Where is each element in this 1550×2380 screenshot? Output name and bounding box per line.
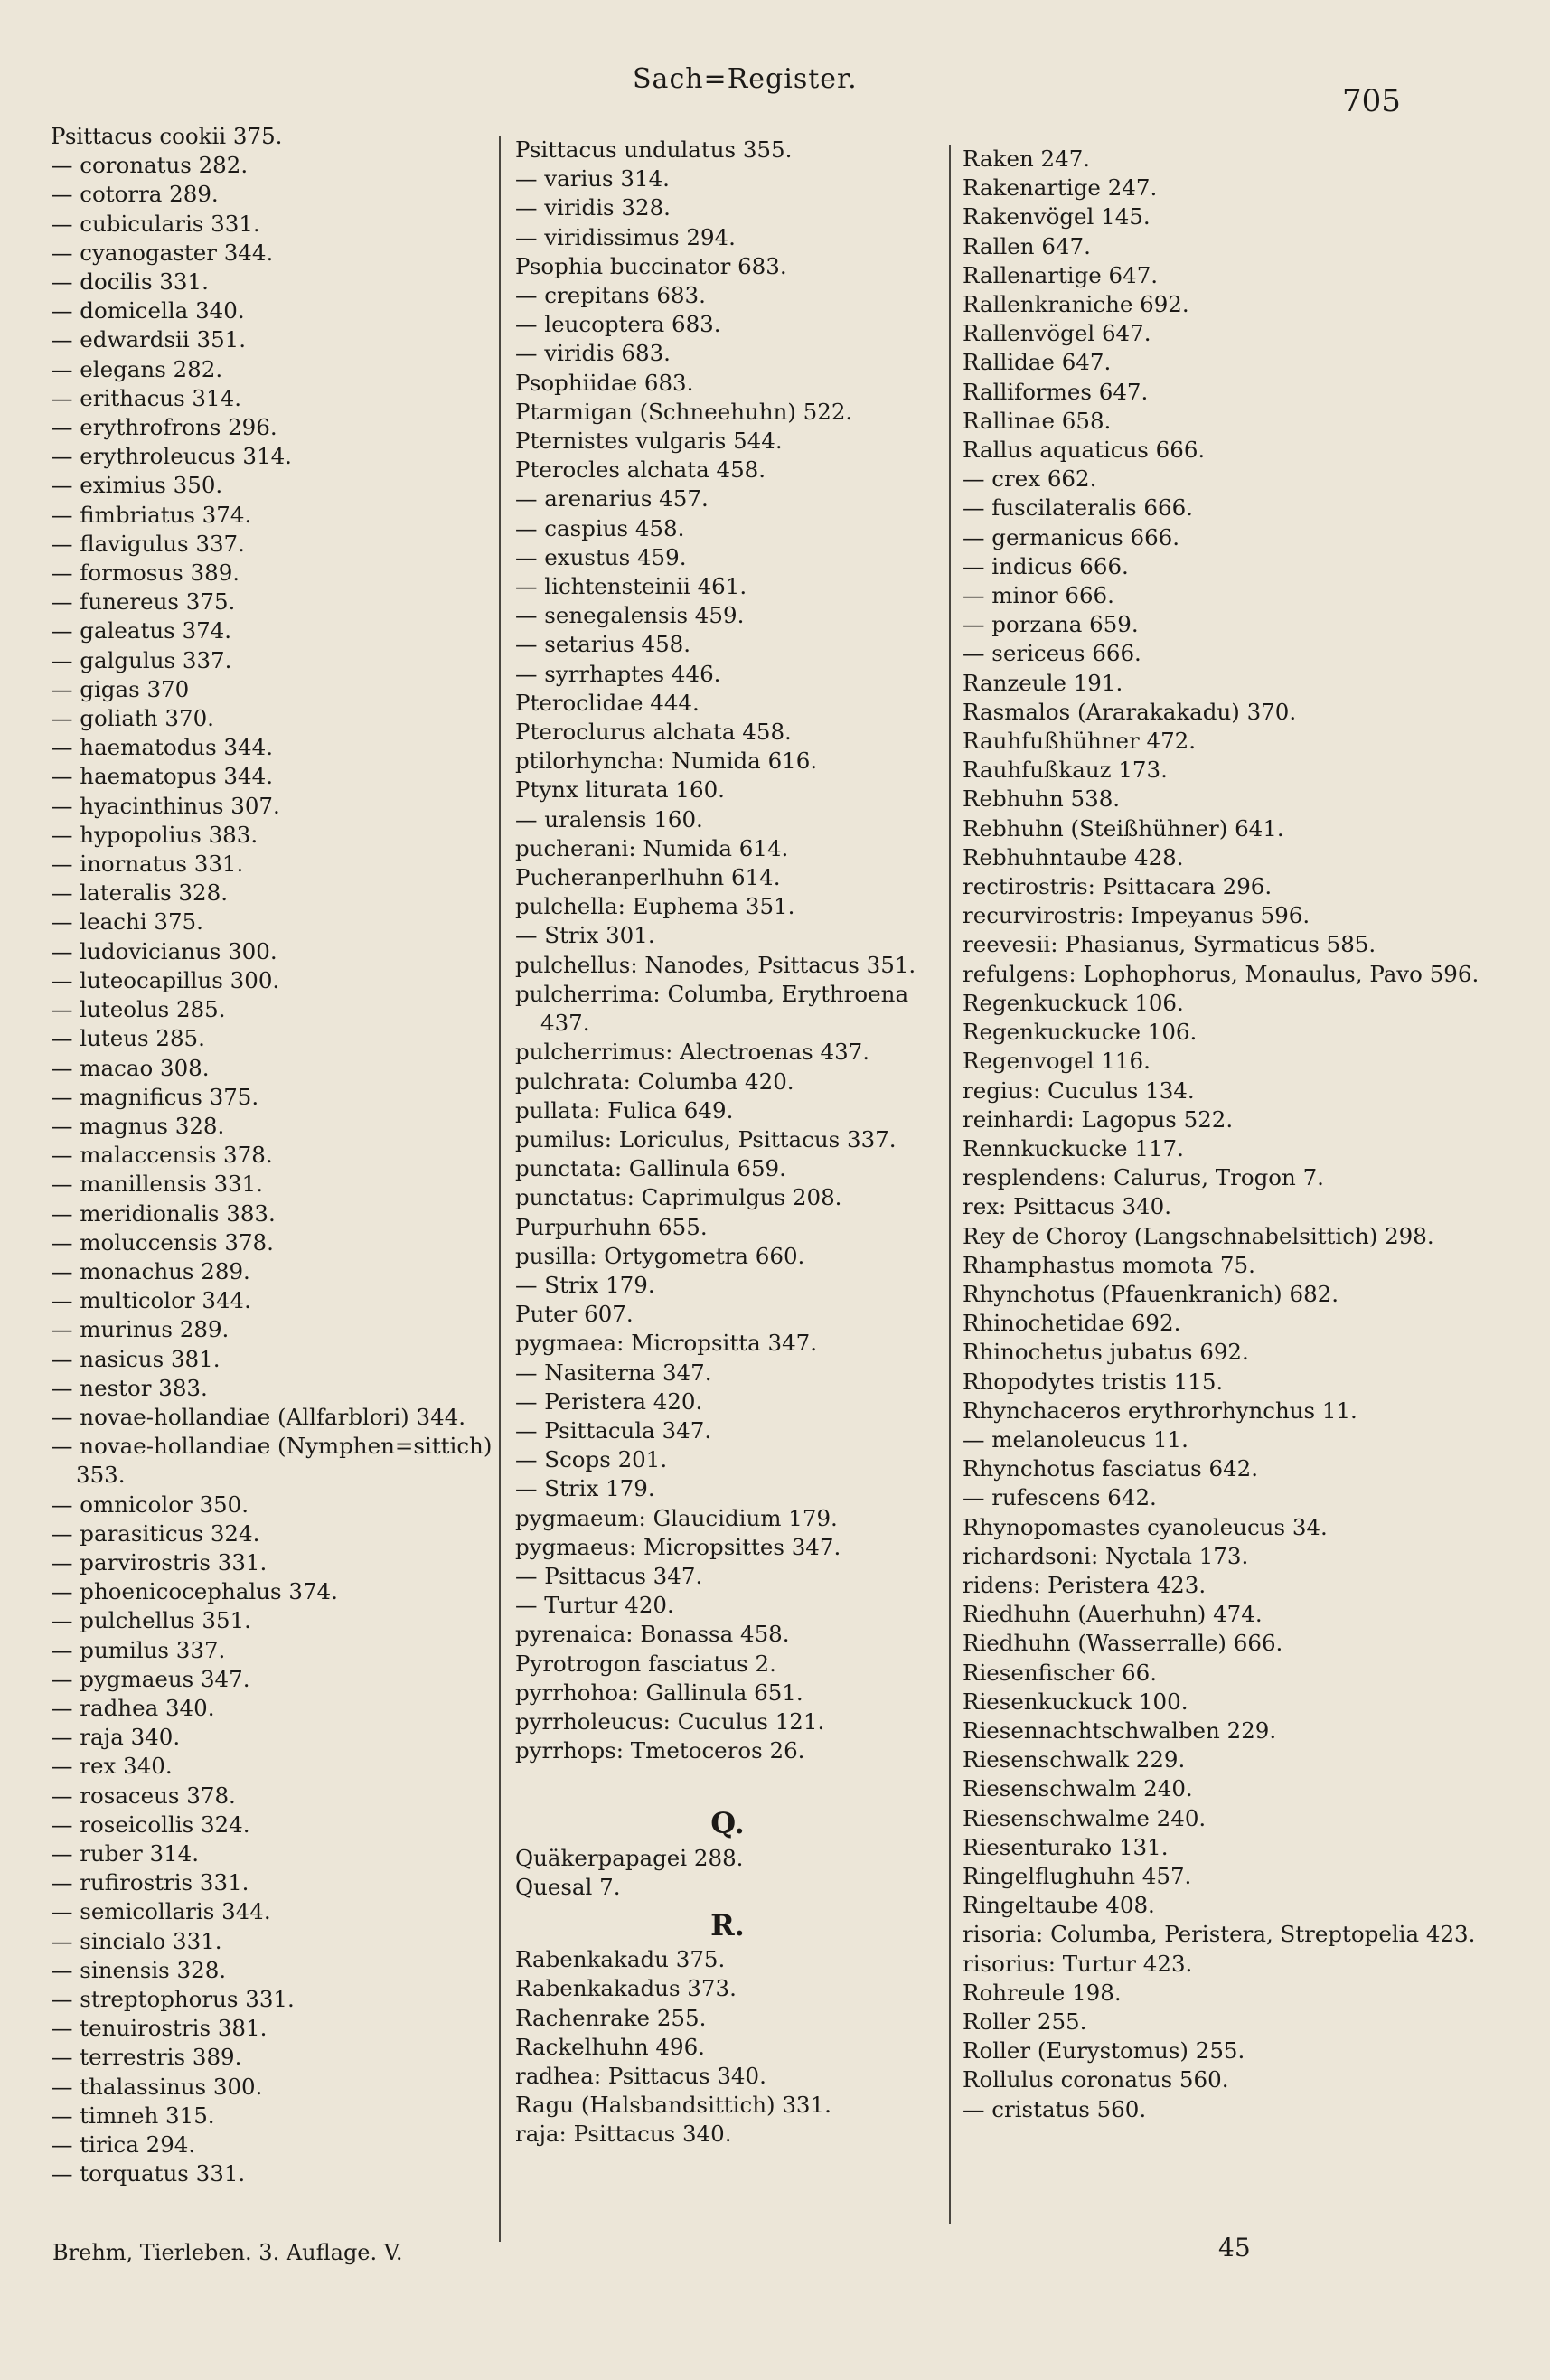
index-entry: Riesennachtschwalben 229. [963,1717,1277,1744]
index-entry: Ragu (Halsbandsittich) 331. [515,2092,831,2119]
index-entry: Psittacus cookii 375. [51,123,283,149]
index-entry: Rollulus coronatus 560. [963,2066,1229,2093]
index-entry: — minor 666. [963,582,1114,609]
section-heading-q: Q. [710,1806,745,1841]
index-entry: — ludovicianus 300. [51,937,277,964]
index-entry: — nestor 383. [51,1374,208,1401]
index-entry: — sincialo 331. [51,1927,222,1954]
index-entry: — haematodus 344. [51,734,273,761]
index-entry: pusilla: Ortygometra 660. [515,1242,805,1269]
index-entry: Riesenturako 131. [963,1833,1169,1860]
column-divider-left [499,136,501,2242]
index-entry: Rabenkakadu 375. [515,1946,726,1973]
index-entry: — porzana 659. [963,611,1139,638]
index-entry: Pterocles alchata 458. [515,456,766,484]
index-entry: Regenvogel 116. [963,1048,1151,1075]
index-entry: Riesenfischer 66. [963,1659,1158,1686]
index-entry: — parasiticus 324. [51,1519,260,1547]
index-entry: — crepitans 683. [515,282,706,309]
index-entry: Rhopodytes tristis 115. [963,1368,1224,1395]
index-entry: Rakenvögel 145. [963,203,1151,230]
index-entry: — formosus 389. [51,560,240,587]
index-entry: Rallen 647. [963,232,1091,259]
index-entry: — Psittacus 347. [515,1562,703,1589]
index-entry: — eximius 350. [51,472,223,499]
index-entry: — cubicularis 331. [51,210,260,237]
index-entry: — Strix 301. [515,922,655,949]
index-entry: reinhardi: Lagopus 522. [963,1105,1234,1133]
index-entry: — semicollaris 344. [51,1898,271,1925]
index-entry: — rosaceus 378. [51,1782,236,1809]
index-entry: Rauhfußhühner 472. [963,728,1197,755]
index-column-1 [51,122,493,2188]
index-entry: — arenarius 457. [515,485,709,513]
index-entry: — omnicolor 350. [51,1491,249,1518]
index-entry: — viridis 328. [515,194,671,221]
index-entry: Pucheranperlhuhn 614. [515,864,781,891]
index-entry: — erythroleucus 314. [51,443,292,470]
index-entry: Riesenschwalme 240. [963,1804,1207,1831]
index-entry: — melanoleucus 11. [963,1425,1188,1453]
index-entry: pucherani: Numida 614. [515,834,789,861]
index-entry: richardsoni: Nyctala 173. [963,1542,1249,1569]
index-entry: — edwardsii 351. [51,326,247,353]
index-entry: pulchrata: Columba 420. [515,1068,794,1095]
index-entry: pyrrholeucus: Cuculus 121. [515,1707,825,1735]
index-entry: Ptynx liturata 160. [515,776,725,804]
page-number: 705 [1342,83,1401,119]
index-entry: — thalassinus 300. [51,2073,263,2100]
index-entry: — malaccensis 378. [51,1142,273,1169]
index-entry: Rallenvögel 647. [963,320,1151,347]
index-entry: pygmaea: Micropsitta 347. [515,1330,818,1357]
index-entry: Rallenartige 647. [963,261,1159,288]
column-divider-right [949,145,951,2224]
index-entry: Rackelhuhn 496. [515,2033,705,2060]
index-entry: — hyacinthinus 307. [51,792,280,819]
index-entry: — leucoptera 683. [515,311,721,338]
index-entry: — rufescens 642. [963,1484,1157,1511]
index-entry: Psophia buccinator 683. [515,252,787,279]
index-entry: risorius: Turtur 423. [963,1950,1193,1977]
index-entry: punctatus: Caprimulgus 208. [515,1184,842,1211]
index-entry: — pulchellus 351. [51,1607,251,1634]
index-entry: Rohreule 198. [963,1979,1122,2006]
index-entry: Regenkuckucke 106. [963,1019,1198,1046]
index-entry: — luteolus 285. [51,996,226,1023]
footer-signature: 45 [1218,2233,1251,2262]
index-entry: — novae-hollandiae (Allfarblori) 344. [51,1403,466,1430]
index-entry: — senegalensis 459. [515,602,745,629]
index-entry: pumilus: Loriculus, Psittacus 337. [515,1125,897,1152]
index-entry: pulchellus: Nanodes, Psittacus 351. [515,951,916,978]
index-entry: — haematopus 344. [51,763,273,790]
section-heading-r: R. [710,1907,745,1943]
index-entry: — uralensis 160. [515,805,703,833]
index-entry: — rex 340. [51,1753,173,1780]
index-entry: — radhea 340. [51,1694,215,1721]
index-entry: — pygmaeus 347. [51,1665,250,1692]
index-entry: pulcherrimus: Alectroenas 437. [515,1039,870,1066]
page-title: Sach=Register. [633,63,858,95]
index-entry: — roseicollis 324. [51,1811,250,1838]
index-entry: — Nasiterna 347. [515,1359,712,1386]
index-entry: — moluccensis 378. [51,1228,274,1256]
index-entry: — germanicus 666. [963,523,1180,550]
index-entry: Roller 255. [963,2008,1087,2035]
index-entry: — inornatus 331. [51,851,244,878]
index-entry: — leachi 375. [51,908,203,936]
index-entry: — rufirostris 331. [51,1869,249,1896]
index-entry: Quesal 7. [515,1873,621,1900]
index-entry: Psophiidae 683. [515,369,694,396]
index-entry: Rhynchaceros erythrorhynchus 11. [963,1397,1357,1424]
index-entry: — phoenicocephalus 374. [51,1578,338,1605]
index-entry: — indicus 666. [963,552,1129,579]
index-column-3 [963,145,1509,2124]
index-entry: Rhamphastus momota 75. [963,1251,1255,1278]
index-entry: Pteroclidae 444. [515,689,700,716]
index-entry: Rallinae 658. [963,407,1112,434]
index-entry: — domicella 340. [51,297,245,325]
index-entry: rex: Psittacus 340. [963,1193,1172,1220]
index-entry: — Strix 179. [515,1475,655,1502]
index-entry: — syrrhaptes 446. [515,660,721,687]
index-entry: Pyrotrogon fasciatus 2. [515,1650,776,1677]
index-entry: Rebhuhn 538. [963,785,1121,813]
index-column-2 [515,136,940,2150]
index-entry: Rachenrake 255. [515,2004,707,2031]
index-entry: Pternistes vulgaris 544. [515,428,783,455]
index-column-2-q-entries [515,1844,940,1902]
index-entry: — cyanogaster 344. [51,239,274,266]
index-entry: — goliath 370. [51,705,214,732]
index-entry: punctata: Gallinula 659. [515,1155,786,1182]
index-entry: — hypopolius 383. [51,821,258,848]
index-entry: Riesenkuckuck 100. [963,1688,1188,1715]
index-entry: Ranzeule 191. [963,669,1123,696]
index-entry: pyrrhohoa: Gallinula 651. [515,1679,803,1706]
index-entry: pulcherrima: Columba, Erythroena 437. [515,980,909,1037]
index-entry: Rebhuhn (Steißhühner) 641. [963,814,1284,842]
index-entry: Puter 607. [515,1301,634,1328]
index-entry: — torquatus 331. [51,2160,246,2187]
index-entry: pullata: Fulica 649. [515,1096,734,1124]
index-entry: Ringelflughuhn 457. [963,1862,1192,1889]
index-entry: — manillensis 331. [51,1171,264,1198]
index-entry: — nasicus 381. [51,1345,221,1372]
index-entry: Riedhuhn (Wasserralle) 666. [963,1630,1283,1657]
index-entry: — multicolor 344. [51,1287,251,1314]
page-header [0,63,1550,118]
index-entry: pygmaeum: Glaucidium 179. [515,1504,838,1531]
index-entry: Riedhuhn (Auerhuhn) 474. [963,1601,1263,1628]
index-entry: — luteus 285. [51,1025,205,1052]
index-entry: — galgulus 337. [51,646,232,673]
index-entry: — caspius 458. [515,514,685,541]
index-entry: Psittacus undulatus 355. [515,136,793,163]
index-entry: — erythrofrons 296. [51,414,277,441]
index-entry: Purpurhuhn 655. [515,1213,708,1240]
index-entry: regius: Cuculus 134. [963,1077,1195,1104]
index-entry: — Turtur 420. [515,1592,674,1619]
index-entry: Rhinochetus jubatus 692. [963,1339,1249,1366]
index-entry: Rey de Choroy (Langschnabelsittich) 298. [963,1222,1434,1249]
index-entry: Pteroclurus alchata 458. [515,719,792,746]
index-entry: resplendens: Calurus, Trogon 7. [963,1164,1324,1191]
index-entry: — Psittacula 347. [515,1416,712,1444]
index-entry: Raken 247. [963,146,1091,172]
index-entry: — viridissimus 294. [515,223,736,250]
index-entry: Riesenschwalm 240. [963,1775,1193,1802]
index-entry: Roller (Eurystomus) 255. [963,2037,1245,2065]
index-entry: Ptarmigan (Schneehuhn) 522. [515,398,853,425]
index-entry: — funereus 375. [51,588,236,616]
index-entry: — crex 662. [963,466,1097,493]
index-entry: — elegans 282. [51,355,223,382]
index-entry: Rallidae 647. [963,349,1112,376]
index-entry: — fuscilateralis 666. [963,494,1193,522]
index-column-2-r-entries [515,1945,940,2149]
index-entry: — setarius 458. [515,631,691,658]
index-entry: — macao 308. [51,1054,210,1081]
index-entry: raja: Psittacus 340. [515,2121,732,2148]
index-entry: rectirostris: Psittacara 296. [963,873,1273,900]
index-entry: Ralliformes 647. [963,378,1149,405]
index-entry: — erithacus 314. [51,384,241,411]
index-entry: — varius 314. [515,165,670,193]
index-entry: Quäkerpapagei 288. [515,1844,744,1871]
index-entry: — streptophorus 331. [51,1986,295,2012]
index-entry: Rasmalos (Ararakakadu) 370. [963,698,1297,725]
index-entry: — fimbriatus 374. [51,501,252,528]
index-entry: Rallenkraniche 692. [963,291,1189,318]
index-entry: — cotorra 289. [51,181,219,208]
index-entry: — Peristera 420. [515,1388,703,1415]
index-entry: — flavigulus 337. [51,530,245,557]
index-entry: Rhynchotus (Pfauenkranich) 682. [963,1280,1339,1307]
index-entry: refulgens: Lophophorus, Monaulus, Pavo 596. [963,960,1480,987]
footer-citation: Brehm, Tierleben. 3. Auflage. V. [52,2240,403,2265]
index-entry: Riesenschwalk 229. [963,1746,1186,1773]
index-entry: — luteocapillus 300. [51,966,280,993]
index-entry: — novae-hollandiae (Nymphen=sittich) 353. [51,1433,493,1489]
index-entry: — magnificus 375. [51,1083,259,1110]
index-entry: Rhynchotus fasciatus 642. [963,1455,1259,1482]
index-entry: — pumilus 337. [51,1636,226,1663]
index-entry: — parvirostris 331. [51,1548,268,1576]
index-entry: Rabenkakadus 373. [515,1975,737,2002]
index-entry: Rebhuhntaube 428. [963,843,1184,870]
index-entry: Rhynopomastes cyanoleucus 34. [963,1513,1328,1540]
index-entry: — tirica 294. [51,2131,196,2159]
index-entry: — magnus 328. [51,1112,225,1139]
index-entry: pyrrhops: Tmetoceros 26. [515,1737,805,1764]
index-entry: pygmaeus: Micropsittes 347. [515,1533,841,1560]
index-entry: risoria: Columba, Peristera, Streptopelia 423. [963,1921,1476,1948]
index-entry: — tenuirostris 381. [51,2015,268,2042]
index-entry: Ringeltaube 408. [963,1892,1155,1919]
index-entry: pyrenaica: Bonassa 458. [515,1621,790,1648]
index-entry: — Strix 179. [515,1271,655,1298]
index-column-2-p-entries [515,136,940,1765]
index-entry: Rakenartige 247. [963,174,1158,202]
index-entry: ptilorhyncha: Numida 616. [515,748,818,775]
index-entry: — coronatus 282. [51,152,249,179]
index-entry: — monachus 289. [51,1257,250,1284]
index-entry: Rhinochetidae 692. [963,1310,1181,1337]
index-entry: — cristatus 560. [963,2095,1147,2122]
index-entry: — murinus 289. [51,1316,230,1343]
index-entry: — terrestris 389. [51,2044,242,2071]
index-entry: — gigas 370 [51,675,190,702]
index-entry: — raja 340. [51,1724,181,1751]
index-entry: — exustus 459. [515,543,687,570]
index-entry: — viridis 683. [515,340,671,367]
index-entry: Rallus aquaticus 666. [963,437,1206,464]
index-entry: — lichtensteinii 461. [515,573,747,600]
index-entry: — Scops 201. [515,1446,668,1473]
index-entry: — docilis 331. [51,268,209,296]
index-entry: — sericeus 666. [963,640,1141,667]
index-entry: radhea: Psittacus 340. [515,2063,766,2089]
index-entry: ridens: Peristera 423. [963,1571,1207,1598]
index-entry: — meridionalis 383. [51,1199,276,1227]
index-entry: — lateralis 328. [51,880,228,907]
index-entry: recurvirostris: Impeyanus 596. [963,902,1310,929]
index-entry: — timneh 315. [51,2102,215,2129]
index-entry: reevesii: Phasianus, Syrmaticus 585. [963,931,1376,958]
index-entry: Regenkuckuck 106. [963,989,1184,1016]
index-entry: pulchella: Euphema 351. [515,893,795,920]
index-entry: — ruber 314. [51,1839,200,1867]
index-entry: Rauhfußkauz 173. [963,757,1168,784]
index-entry: — sinensis 328. [51,1956,227,1983]
index-entry: Rennkuckucke 117. [963,1134,1184,1162]
index-entry: — galeatus 374. [51,617,232,644]
